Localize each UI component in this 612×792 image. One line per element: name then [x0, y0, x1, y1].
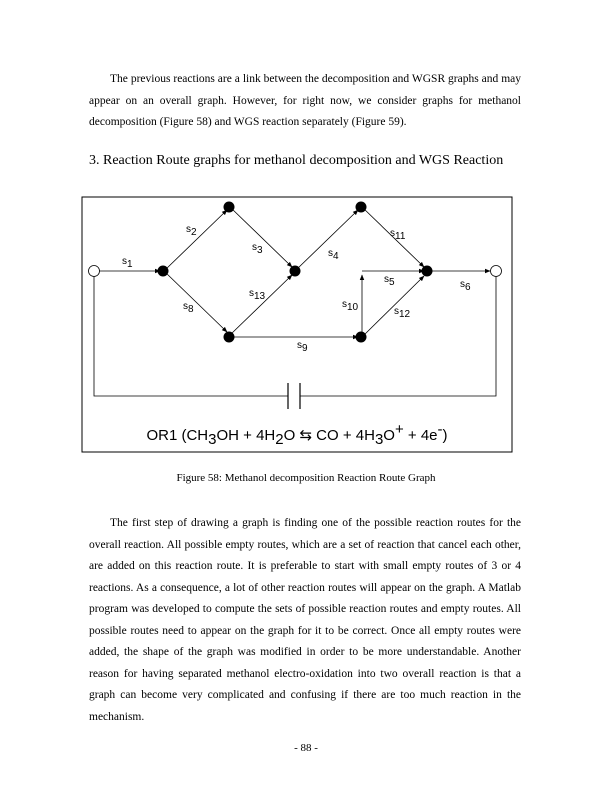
terminal-node-right [491, 266, 502, 277]
label-s10: s10 [342, 299, 359, 313]
node [356, 332, 367, 343]
label-s6: s6 [460, 279, 471, 293]
label-s3: s3 [252, 242, 263, 256]
edge-s3 [230, 207, 292, 267]
overall-route-wire-right [300, 276, 496, 396]
overall-reaction-equation: OR1 (CH3OH + 4H2O ⇆ CO + 4H3O+ + 4e-) [146, 421, 448, 448]
node [356, 202, 367, 213]
label-s2: s2 [186, 224, 197, 238]
intro-paragraph: The previous reactions are a link between the decomposition and WGSR graphs and may appear on an overall graph. However, for right now, we consider graphs for methanol decomposition (Figure 58) and WGS reaction separately (Figure 59). [89, 73, 521, 128]
node [290, 266, 301, 277]
label-s8: s8 [183, 301, 194, 315]
node [422, 266, 433, 277]
figure-caption: Figure 58: Methanol decomposition Reaction Route Graph [176, 472, 436, 484]
node [224, 332, 235, 343]
label-s13: s13 [249, 288, 266, 302]
edge-s13 [230, 275, 292, 335]
label-s9: s9 [297, 340, 308, 354]
edge-s2 [165, 210, 227, 270]
node [158, 266, 169, 277]
label-s5: s5 [384, 274, 395, 288]
label-s11: s11 [390, 228, 406, 242]
edge-s8 [165, 272, 227, 332]
terminal-node-left [89, 266, 100, 277]
body-paragraph: The first step of drawing a graph is finding one of the possible reaction routes for the overall reaction. All possible empty routes, which are a set of reaction that cancel each other, are added on this reaction route. It is preferable to start with small empty routes of 3 or 4 reactions. As a consequence, a lot of other reaction routes will appear on the graph. A Matlab program was developed to compute the sets of possible reaction routes and empty routes. All possible routes need to appear on the graph for it to be correct. Once all empty routes were added, the shape of the graph was modified in order to be more understandable. Another reason for having separated methanol electro-oxidation into two overall reaction is that a graph can become very complicated and confusing if there are too much reaction in the mechanism. [89, 517, 521, 723]
page-number: - 88 - [294, 742, 318, 754]
node [224, 202, 235, 213]
label-s1: s1 [122, 256, 133, 270]
label-s4: s4 [328, 248, 339, 262]
label-s12: s12 [394, 306, 411, 320]
section-heading: 3. Reaction Route graphs for methanol decomposition and WGS Reaction [89, 153, 504, 168]
figure-frame [82, 197, 512, 452]
edge-s4 [296, 210, 358, 270]
